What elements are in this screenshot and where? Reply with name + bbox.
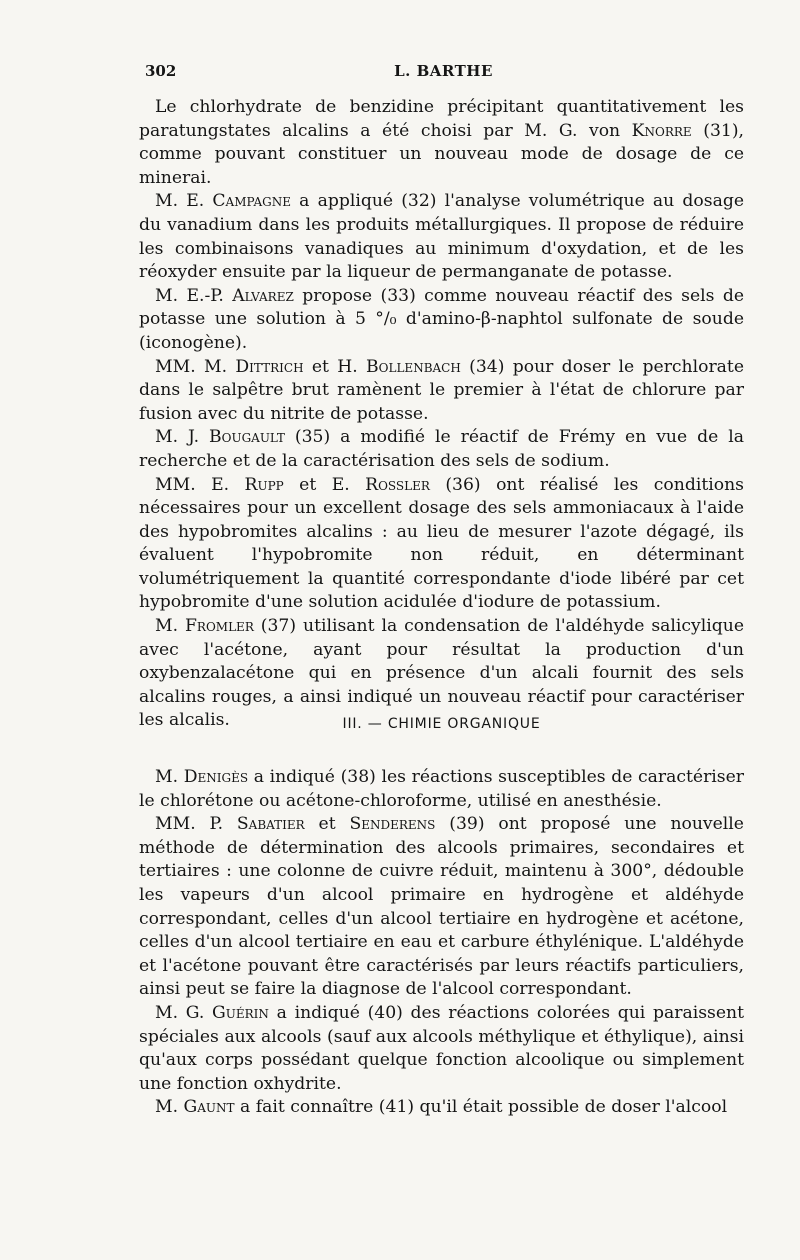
paragraph: M. Fromler (37) utilisant la condensation de l'aldéhyde salicylique avec l'acétone, ayant pour résultat la production d'un oxybenzalacétone qui en présence d'un alcali fournit des sels alcalins rouges, a ainsi indiqué un nouveau réactif pour caractériser les alcalis. [139,616,744,731]
page-number: 302 [145,62,177,80]
paragraph: MM. M. Dittrich et H. Bollenbach (34) pour doser le perchlorate dans le salpêtre brut ramènent le premier à l'état de chlorure par fusion avec du nitrite de potasse. [139,356,745,424]
paragraph: M. E. Campagne a appliqué (32) l'analyse volumétrique au dosage du vanadium dans les produits métallurgiques. Il propose de réduire les combinaisons vanadiques au minimum d'oxydation, et de les réoxyder ensuite par la liqueur de permanganate de potasse. [139,191,744,283]
body-text-part2 [139,766,744,1120]
paragraph: M. E.-P. Alvarez propose (33) comme nouveau réactif des sels de potasse une solution à 5 °/₀ d'amino-β-naphtol sulfonate de soude (iconogène). [139,285,745,353]
paragraph: M. Gaunt a fait connaître (41) qu'il était possible de doser l'alcool [155,1097,728,1118]
running-title: L. BARTHE [394,62,493,80]
paragraph: MM. E. Rupp et E. Rossler (36) ont réalisé les conditions nécessaires pour un excellent dosage des sels ammoniacaux à l'aide des hypobromites alcalins : au lieu de mesurer l'azote dégagé, ils évaluent l'hypobromite non réduit, en déterminant volumétriquement la quantité correspondante d'iode libéré par cet hypobromite d'une solution acidulée d'iodure de potassium. [139,474,744,613]
section-heading: III. — CHIMIE ORGANIQUE [342,716,541,732]
page-header [145,62,742,88]
paragraph: M. J. Bougault (35) a modifié le réactif de Frémy en vue de la recherche et de la caractérisation des sels de sodium. [139,427,744,471]
paragraph: Le chlorhydrate de benzidine précipitant quantitativement les paratungstates alcalins a été choisi par M. G. von Knorre (31), comme pouvant constituer un nouveau mode de dosage de ce minerai. [139,97,744,188]
paragraph: M. G. Guérin a indiqué (40) des réactions colorées qui paraissent spéciales aux alcools (sauf aux alcools méthylique et éthylique), ainsi qu'aux corps possédant quelque fonction alcoolique ou simplement une fonction oxhydrite. [139,1002,744,1094]
body-text-part1 [139,96,744,733]
paragraph: M. Denigès a indiqué (38) les réactions susceptibles de caractériser le chlorétone ou acétone-chloroforme, utilisé en anesthésie. [139,767,744,811]
paragraph: MM. P. Sabatier et Senderens (39) ont proposé une nouvelle méthode de détermination des alcools primaires, secondaires et tertiaires : une colonne de cuivre réduit, maintenu à 300°, dédouble les vapeurs d'un alcool primaire en hydrogène et aldéhyde correspondant, celles d'un alcool tertiaire en hydrogène et acétone, celles d'un alcool tertiaire en eau et carbure éthylénique. L'aldéhyde et l'acétone pouvant être caractérisés par leurs réactifs particuliers, ainsi peut se faire la diagnose de l'alcool correspondant. [139,814,744,1000]
